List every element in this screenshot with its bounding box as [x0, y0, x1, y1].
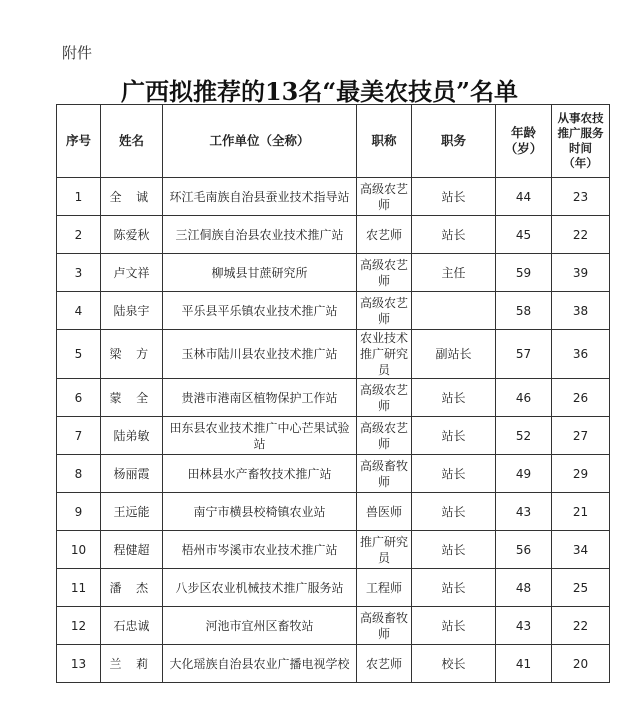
nominee-table [56, 104, 610, 683]
cell-title: 推广研究员 [357, 531, 412, 569]
cell-title: 高级畜牧师 [357, 455, 412, 493]
attachment-label: 附件 [62, 44, 93, 62]
cell-title: 农艺师 [357, 645, 412, 683]
cell-no: 2 [57, 216, 101, 254]
cell-name: 程健超 [101, 531, 163, 569]
cell-unit: 大化瑶族自治县农业广播电视学校 [163, 645, 357, 683]
cell-years: 23 [552, 178, 610, 216]
cell-name: 全 诚 [101, 178, 163, 216]
cell-name: 陆弟敏 [101, 417, 163, 455]
cell-name: 王远能 [101, 493, 163, 531]
cell-unit: 三江侗族自治县农业技术推广站 [163, 216, 357, 254]
cell-name: 蒙 全 [101, 379, 163, 417]
cell-post: 站长 [412, 493, 496, 531]
table-row [57, 216, 610, 254]
table-body [57, 178, 610, 683]
cell-title: 农艺师 [357, 216, 412, 254]
table-row [57, 178, 610, 216]
table-row [57, 417, 610, 455]
cell-unit: 玉林市陆川县农业技术推广站 [163, 330, 357, 379]
cell-years: 22 [552, 607, 610, 645]
table-row [57, 379, 610, 417]
cell-unit: 田东县农业技术推广中心芒果试验站 [163, 417, 357, 455]
cell-no: 3 [57, 254, 101, 292]
cell-unit: 贵港市港南区植物保护工作站 [163, 379, 357, 417]
cell-no: 12 [57, 607, 101, 645]
cell-years: 25 [552, 569, 610, 607]
cell-years: 22 [552, 216, 610, 254]
table-row [57, 531, 610, 569]
cell-years: 36 [552, 330, 610, 379]
col-header-name: 姓名 [101, 105, 163, 178]
cell-no: 11 [57, 569, 101, 607]
cell-no: 6 [57, 379, 101, 417]
table-row [57, 330, 610, 379]
cell-title: 高级农艺师 [357, 417, 412, 455]
cell-post: 校长 [412, 645, 496, 683]
cell-age: 44 [496, 178, 552, 216]
cell-post: 主任 [412, 254, 496, 292]
cell-post: 站长 [412, 531, 496, 569]
cell-name: 陆泉宇 [101, 292, 163, 330]
cell-years: 21 [552, 493, 610, 531]
cell-no: 5 [57, 330, 101, 379]
cell-age: 48 [496, 569, 552, 607]
cell-age: 45 [496, 216, 552, 254]
cell-title: 农业技术推广研究员 [357, 330, 412, 379]
cell-years: 27 [552, 417, 610, 455]
cell-title: 高级畜牧师 [357, 607, 412, 645]
cell-no: 4 [57, 292, 101, 330]
cell-title: 高级农艺师 [357, 178, 412, 216]
col-header-no: 序号 [57, 105, 101, 178]
cell-unit: 梧州市岑溪市农业技术推广站 [163, 531, 357, 569]
col-header-title: 职称 [357, 105, 412, 178]
cell-unit: 平乐县平乐镇农业技术推广站 [163, 292, 357, 330]
cell-age: 52 [496, 417, 552, 455]
cell-years: 34 [552, 531, 610, 569]
cell-post: 站长 [412, 607, 496, 645]
cell-title: 高级农艺师 [357, 379, 412, 417]
col-header-unit: 工作单位（全称） [163, 105, 357, 178]
cell-post: 副站长 [412, 330, 496, 379]
cell-no: 13 [57, 645, 101, 683]
cell-age: 41 [496, 645, 552, 683]
col-header-post: 职务 [412, 105, 496, 178]
cell-no: 8 [57, 455, 101, 493]
table-row [57, 292, 610, 330]
cell-name: 兰 莉 [101, 645, 163, 683]
table-row [57, 254, 610, 292]
cell-unit: 环江毛南族自治县蚕业技术指导站 [163, 178, 357, 216]
cell-years: 26 [552, 379, 610, 417]
cell-name: 陈爱秋 [101, 216, 163, 254]
table-row [57, 455, 610, 493]
cell-age: 57 [496, 330, 552, 379]
table-row [57, 569, 610, 607]
cell-name: 石忠诚 [101, 607, 163, 645]
cell-years: 20 [552, 645, 610, 683]
table-row [57, 607, 610, 645]
cell-age: 46 [496, 379, 552, 417]
cell-age: 43 [496, 607, 552, 645]
cell-title: 工程师 [357, 569, 412, 607]
document-title: 广西拟推荐的13名“最美农技员”名单 [120, 77, 518, 106]
cell-name: 梁 方 [101, 330, 163, 379]
cell-no: 9 [57, 493, 101, 531]
cell-age: 56 [496, 531, 552, 569]
cell-age: 43 [496, 493, 552, 531]
cell-title: 高级农艺师 [357, 292, 412, 330]
cell-no: 1 [57, 178, 101, 216]
cell-no: 7 [57, 417, 101, 455]
cell-age: 49 [496, 455, 552, 493]
cell-post: 站长 [412, 569, 496, 607]
cell-no: 10 [57, 531, 101, 569]
cell-post: 站长 [412, 455, 496, 493]
cell-years: 38 [552, 292, 610, 330]
cell-unit: 南宁市横县校椅镇农业站 [163, 493, 357, 531]
cell-post: 站长 [412, 379, 496, 417]
col-header-age: 年龄（岁） [496, 105, 552, 178]
cell-unit: 田林县水产畜牧技术推广站 [163, 455, 357, 493]
cell-post: 站长 [412, 178, 496, 216]
cell-title: 兽医师 [357, 493, 412, 531]
cell-age: 58 [496, 292, 552, 330]
cell-name: 杨丽霞 [101, 455, 163, 493]
cell-years: 29 [552, 455, 610, 493]
cell-post: 站长 [412, 216, 496, 254]
cell-post: 站长 [412, 417, 496, 455]
header-row [57, 105, 610, 178]
cell-name: 潘 杰 [101, 569, 163, 607]
cell-name: 卢文祥 [101, 254, 163, 292]
cell-unit: 河池市宜州区畜牧站 [163, 607, 357, 645]
cell-title: 高级农艺师 [357, 254, 412, 292]
cell-unit: 八步区农业机械技术推广服务站 [163, 569, 357, 607]
col-header-years: 从事农技推广服务时间（年） [552, 105, 610, 178]
cell-unit: 柳城县甘蔗研究所 [163, 254, 357, 292]
table-row [57, 493, 610, 531]
cell-post [412, 292, 496, 330]
cell-years: 39 [552, 254, 610, 292]
table-row [57, 645, 610, 683]
cell-age: 59 [496, 254, 552, 292]
